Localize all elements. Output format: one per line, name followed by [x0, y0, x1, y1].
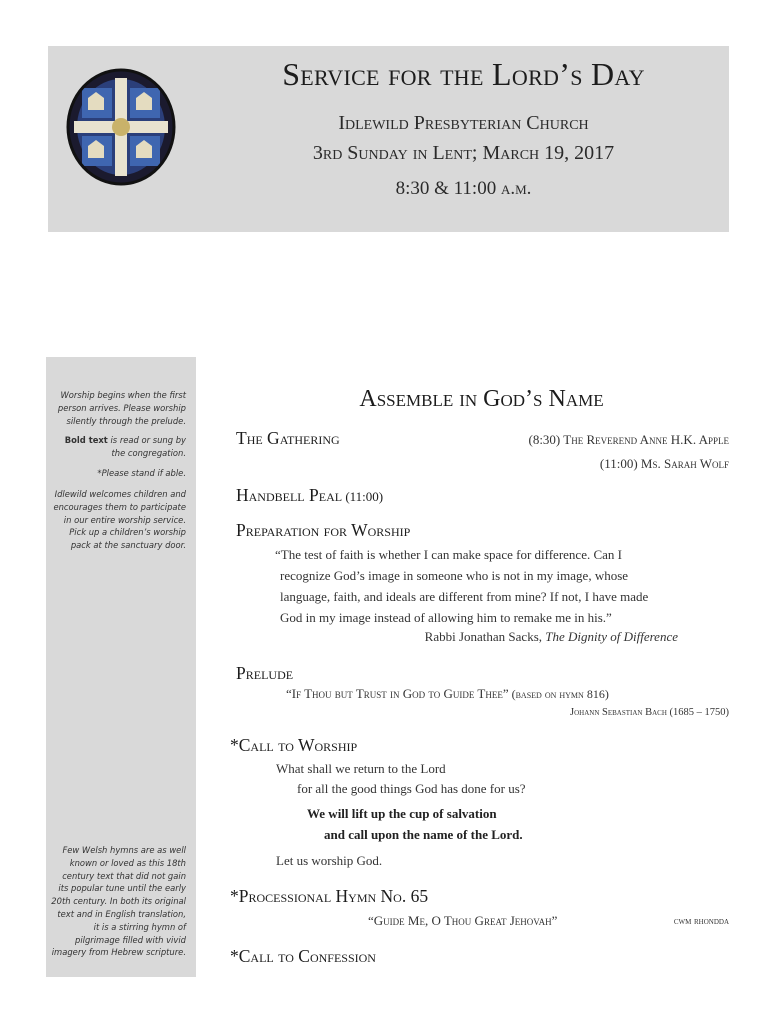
call-to-worship-line-2: for all the good things God has done for us? — [297, 781, 526, 796]
quote-work: The Dignity of Difference — [545, 629, 678, 644]
call-to-worship-line-1: What shall we return to the Lord — [276, 761, 446, 776]
header-banner — [48, 46, 729, 232]
prelude-based-on: (based on hymn 816) — [508, 687, 609, 701]
preparation-quote-line-4: God in my image instead of allowing him to remake me in his.” — [280, 610, 612, 625]
preparation-quote-line-2: recognize God’s image in someone who is not in my image, whose — [280, 568, 629, 583]
handbell-time: (11:00) — [342, 489, 384, 504]
preparation-label: Preparation for Worship — [236, 520, 411, 540]
gathering-leader-1100: (11:00) Ms. Sarah Wolf — [599, 456, 729, 471]
service-date: 3rd Sunday in Lent; March 19, 2017 — [312, 142, 615, 164]
gathering-label: The Gathering — [236, 428, 340, 448]
bold-text-label: Bold text — [64, 435, 108, 445]
quote-author: Rabbi Jonathan Sacks, — [424, 629, 546, 644]
processional-title: “Guide Me, O Thou Great Jehovah” — [368, 913, 558, 928]
prelude-title: “If Thou but Trust in God to Guide Thee” — [286, 686, 509, 701]
handbell-title: Handbell Peal — [236, 485, 343, 505]
sidebar-note-stand: *Please stand if able. — [97, 468, 186, 478]
preparation-quote-line-3: language, faith, and ideals are different from mine? If not, I have made — [280, 589, 649, 604]
bold-text-desc: is read or sung by the congregation. — [107, 435, 186, 458]
sidebar-note-hymn: Few Welsh hymns are as well known or loved as this 18th century text that did not gain its popular tune until the early 20th century. In both its original text and in English translation, it is a stirring hymn of pilgrimage filled with vivid imagery from Hebrew scripture. — [51, 845, 186, 958]
call-to-worship-response-2: and call upon the name of the Lord. — [324, 827, 523, 842]
call-to-worship-response-1: We will lift up the cup of salvation — [307, 806, 497, 821]
call-to-worship-label: *Call to Worship — [230, 735, 358, 755]
gathering-leader-830: (8:30) The Reverend Anne H.K. Apple — [528, 432, 729, 447]
sidebar-note-bold-text — [51, 434, 186, 460]
sidebar-note-children: Idlewild welcomes children and encourages them to participate in our entire worship service. Pick up a children’s worship pack at the sanctuary door. — [53, 489, 186, 551]
prelude-piece — [286, 686, 609, 702]
sidebar-notes — [46, 357, 196, 977]
quote-attribution — [358, 629, 678, 645]
confession-label: *Call to Confession — [230, 946, 376, 966]
processional-tune: cwm rhondda — [673, 916, 729, 927]
church-name: Idlewild Presbyterian Church — [338, 112, 589, 134]
handbell-label — [236, 485, 383, 506]
prelude-label: Prelude — [236, 663, 294, 683]
sidebar-note-worship: Worship begins when the first person arrives. Please worship silently through the prelude. — [57, 390, 186, 426]
church-emblem-icon — [66, 68, 176, 186]
page-title: Service for the Lord’s Day — [282, 56, 645, 92]
section-title: Assemble in God’s Name — [359, 386, 604, 412]
call-to-worship-closing: Let us worship God. — [276, 853, 383, 868]
preparation-quote-line-1: “The test of faith is whether I can make space for difference. Can I — [275, 547, 622, 562]
processional-label: *Processional Hymn No. 65 — [230, 886, 429, 906]
service-times: 8:30 & 11:00 a.m. — [395, 178, 532, 199]
prelude-composer: Johann Sebastian Bach (1685 – 1750) — [570, 707, 729, 718]
